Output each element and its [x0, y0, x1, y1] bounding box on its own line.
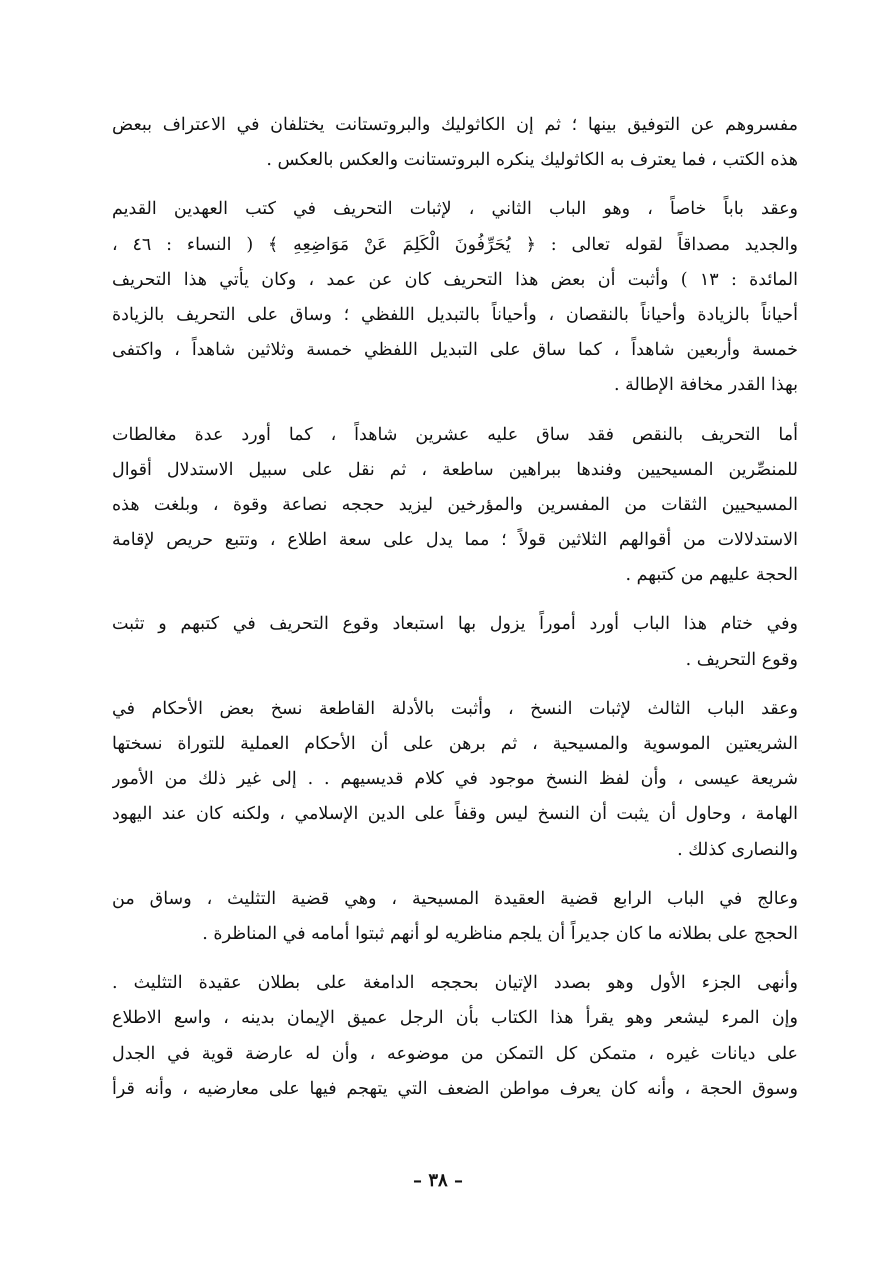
text-line: هذه الكتب ، فما يعترف به الكاثوليك ينكره البروتستانت والعكس بالعكس . [266, 150, 798, 171]
text-line: وسوق الحجة ، وأنه كان يعرف مواطن الضعف التي يتهجم فيها على معارضيه ، وأنه قرأ [112, 1078, 798, 1099]
text-line: وعالج في الباب الرابع قضية العقيدة المسيحية ، وهي قضية التثليث ، وساق من [112, 888, 798, 909]
text-line: المائدة : ١٣ ) وأثبت أن بعض هذا التحريف كان عن عمد ، وكان يأتي هذا التحريف [112, 269, 798, 290]
paragraph [112, 192, 798, 403]
text-line: المسيحيين الثقات من المفسرين والمؤرخين ليزيد حججه نصاعة وقوة ، وبلغت هذه [112, 494, 798, 515]
paragraph [112, 882, 798, 952]
text-line: أحياناً بالزيادة وأحياناً بالنقصان ، وأحياناً بالتبديل اللفظي ؛ وساق على التحريف بالزيادة [112, 304, 798, 325]
text-line: الهامة ، وحاول أن يثبت أن النسخ ليس وقفاً على الدين الإسلامي ، ولكنه كان عند اليهود [112, 804, 798, 825]
paragraph [112, 418, 798, 594]
text-line: والنصارى كذلك . [677, 839, 798, 860]
page-number: – ٣٨ – [413, 1170, 463, 1191]
text-line: وأنهى الجزء الأول وهو بصدد الإتيان بحججه الدامغة على بطلان عقيدة التثليث . [112, 973, 798, 994]
text-line: مفسروهم عن التوفيق بينها ؛ ثم إن الكاثوليك والبروتستانت يختلفان في الاعتراف ببعض [112, 115, 798, 135]
text-line: على ديانات غيره ، متمكن كل التمكن من موضوعه ، وأن له عارضة قوية في الجدل [112, 1043, 798, 1064]
text-line: الحجة عليهم من كتبهم . [625, 565, 798, 586]
paragraph [112, 607, 798, 677]
paragraph [112, 108, 798, 178]
text-line: خمسة وأربعين شاهداً ، كما ساق على التبديل اللفظي خمسة وثلاثين شاهداً ، واكتفى [112, 340, 798, 361]
text-line: شريعة عيسى ، وأن لفظ النسخ موجود في كلام قديسيهم . . إلى غير ذلك من الأمور [112, 769, 798, 790]
text-line: الشريعتين الموسوية والمسيحية ، ثم برهن على أن الأحكام العملية للتوراة نسختها [112, 734, 798, 754]
text-line: وقوع التحريف . [685, 649, 798, 670]
text-line: الحجج على بطلانه ما كان جديراً أن يلجم مناظريه لو أنهم ثبتوا أمامه في المناظرة . [202, 923, 798, 944]
page-text-body [112, 108, 798, 1121]
paragraph [112, 692, 798, 868]
text-line: الاستدلالات من أقوالهم الثلاثين قولاً ؛ مما يدل على سعة اطلاع ، وتتبع حريص لإقامة [112, 530, 798, 551]
text-line: والجديد مصداقاً لقوله تعالى : ﴿ يُحَرِّفُونَ الْكَلِمَ عَنْ مَوَاضِعِهِ ﴾ ( النساء : ٤٦ ، [112, 234, 798, 255]
text-line: أما التحريف بالنقص فقد ساق عليه عشرين شاهداً ، كما أورد عدة مغالطات [112, 424, 798, 445]
text-line: للمنصِّرين المسيحيين وفندها ببراهين ساطعة ، ثم نقل على سبيل الاستدلال أقوال [112, 459, 798, 480]
paragraph [112, 966, 798, 1107]
text-line: وعقد باباً خاصاً ، وهو الباب الثاني ، لإثبات التحريف في كتب العهدين القديم [112, 199, 798, 220]
text-line: وإن المرء ليشعر وهو يقرأ هذا الكتاب بأن الرجل عميق الإيمان بدينه ، واسع الاطلاع [112, 1008, 798, 1029]
text-line: وعقد الباب الثالث لإثبات النسخ ، وأثبت بالأدلة القاطعة نسخ بعض الأحكام في [112, 698, 798, 719]
text-line: وفي ختام هذا الباب أورد أموراً يزول بها استبعاد وقوع التحريف في كتبهم و تثبت [112, 614, 798, 635]
text-line: بهذا القدر مخافة الإطالة . [613, 375, 798, 396]
